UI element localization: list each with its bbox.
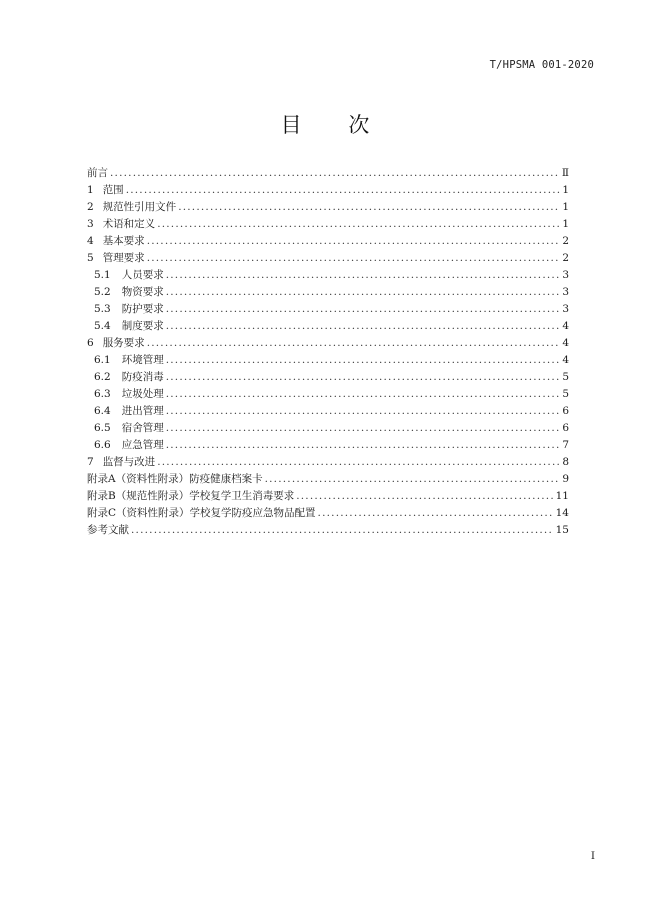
- toc-entry-text: 人员要求: [121, 269, 164, 281]
- toc-entry-label: [87, 505, 316, 522]
- toc-entry[interactable]: [87, 488, 569, 505]
- toc-entry-text: 物资要求: [121, 286, 164, 298]
- toc-entry[interactable]: [87, 369, 569, 386]
- toc-entry-number: 6.3: [94, 388, 111, 400]
- toc-entry[interactable]: [87, 301, 569, 318]
- toc-entry[interactable]: [87, 420, 569, 437]
- toc-entry-label: [87, 301, 164, 318]
- toc-entry-label: [87, 182, 124, 199]
- toc-entry-number: 6.4: [94, 405, 111, 417]
- toc-entry-number: 4: [87, 235, 94, 247]
- toc-entry-page: 6: [562, 422, 569, 434]
- toc-entry-label: [87, 233, 145, 250]
- toc-entry-text: 宿舍管理: [121, 422, 164, 434]
- toc-entry-page: 2: [562, 252, 569, 264]
- toc-dot-leader: [166, 301, 560, 318]
- toc-entry-text: 防疫消毒: [121, 371, 164, 383]
- toc-entry-number: 5.1: [94, 269, 111, 281]
- toc-entry[interactable]: [87, 454, 569, 471]
- toc-entry-text: 应急管理: [121, 439, 164, 451]
- toc-entry[interactable]: [87, 233, 569, 250]
- toc-entry-text: 基本要求: [102, 235, 145, 247]
- toc-entry-number: 1: [87, 184, 94, 196]
- toc-entry-label: [87, 318, 164, 335]
- toc-dot-leader: [166, 403, 560, 420]
- toc-entry-number: 6.6: [94, 439, 111, 451]
- toc-entry[interactable]: [87, 335, 569, 352]
- table-of-contents: [87, 165, 569, 539]
- toc-entry-number: 7: [87, 456, 94, 468]
- toc-entry-page: 3: [562, 286, 569, 298]
- toc-entry[interactable]: [87, 318, 569, 335]
- toc-entry-page: 11: [555, 490, 569, 502]
- toc-entry-page: 4: [562, 320, 569, 332]
- toc-entry-label: [87, 420, 164, 437]
- toc-entry-number: 6.5: [94, 422, 111, 434]
- toc-entry[interactable]: [87, 267, 569, 284]
- document-code: T/HPSMA 001-2020: [489, 59, 594, 71]
- toc-entry[interactable]: [87, 199, 569, 216]
- toc-entry-label: [87, 437, 164, 454]
- toc-dot-leader: [166, 318, 560, 335]
- toc-entry[interactable]: [87, 284, 569, 301]
- toc-entry-text: 术语和定义: [102, 218, 156, 230]
- toc-entry-label: [87, 403, 164, 420]
- toc-entry-label: [87, 522, 129, 539]
- toc-entry-label: [87, 284, 164, 301]
- toc-dot-leader: [147, 335, 560, 352]
- toc-entry-text: 防护要求: [121, 303, 164, 315]
- toc-entry[interactable]: [87, 352, 569, 369]
- toc-entry-page: 15: [555, 524, 569, 536]
- toc-dot-leader: [157, 216, 560, 233]
- toc-entry-page: 14: [555, 507, 569, 519]
- toc-dot-leader: [178, 199, 560, 216]
- toc-entry[interactable]: [87, 505, 569, 522]
- toc-entry-page: 5: [562, 388, 569, 400]
- toc-entry-page: 6: [562, 405, 569, 417]
- toc-entry-text: 监督与改进: [102, 456, 156, 468]
- toc-entry-label: [87, 199, 176, 216]
- toc-dot-leader: [318, 505, 554, 522]
- toc-entry-text: 附录B（规范性附录）学校复学卫生消毒要求: [87, 490, 295, 502]
- toc-entry-label: [87, 165, 108, 182]
- toc-entry-label: [87, 488, 294, 505]
- toc-entry-page: 7: [562, 439, 569, 451]
- toc-entry-number: 6: [87, 337, 94, 349]
- toc-entry-label: [87, 352, 164, 369]
- toc-dot-leader: [166, 267, 560, 284]
- toc-entry[interactable]: [87, 386, 569, 403]
- toc-entry-label: [87, 250, 145, 267]
- page-number: I: [590, 850, 595, 862]
- toc-entry-text: 制度要求: [121, 320, 164, 332]
- toc-dot-leader: [166, 284, 560, 301]
- toc-entry-page: 1: [562, 218, 569, 230]
- toc-entry-page: 3: [562, 269, 569, 281]
- toc-entry-page: 1: [562, 201, 569, 213]
- toc-entry[interactable]: [87, 522, 569, 539]
- toc-dot-leader: [126, 182, 560, 199]
- toc-entry-label: [87, 267, 164, 284]
- toc-entry[interactable]: [87, 165, 569, 182]
- toc-entry-page: Ⅱ: [561, 167, 569, 179]
- toc-entry-number: 3: [87, 218, 94, 230]
- toc-entry-page: 3: [562, 303, 569, 315]
- toc-entry-label: [87, 454, 155, 471]
- toc-entry-number: 5: [87, 252, 94, 264]
- toc-entry-page: 4: [562, 354, 569, 366]
- toc-dot-leader: [110, 165, 560, 182]
- toc-entry-number: 6.1: [94, 354, 111, 366]
- toc-dot-leader: [166, 352, 560, 369]
- toc-entry-number: 5.2: [94, 286, 111, 298]
- toc-dot-leader: [166, 420, 560, 437]
- toc-dot-leader: [265, 471, 560, 488]
- toc-dot-leader: [296, 488, 553, 505]
- toc-entry-text: 进出管理: [121, 405, 164, 417]
- toc-entry-text: 服务要求: [102, 337, 145, 349]
- toc-entry-text: 规范性引用文件: [102, 201, 177, 213]
- toc-entry-text: 环境管理: [121, 354, 164, 366]
- toc-entry-label: [87, 471, 263, 488]
- toc-entry-text: 附录A（资料性附录）防疫健康档案卡: [87, 473, 263, 485]
- toc-entry-text: 参考文献: [87, 524, 129, 536]
- toc-entry[interactable]: [87, 437, 569, 454]
- toc-title: 目 次: [280, 113, 390, 137]
- toc-entry-text: 范围: [102, 184, 124, 196]
- toc-entry-page: 1: [562, 184, 569, 196]
- toc-entry[interactable]: [87, 182, 569, 199]
- toc-entry-number: 5.3: [94, 303, 111, 315]
- toc-entry-page: 4: [562, 337, 569, 349]
- toc-entry-number: 6.2: [94, 371, 111, 383]
- toc-entry-label: [87, 369, 164, 386]
- toc-entry-page: 2: [562, 235, 569, 247]
- toc-entry[interactable]: [87, 250, 569, 267]
- toc-dot-leader: [147, 233, 560, 250]
- toc-entry-label: [87, 386, 164, 403]
- toc-entry-page: 9: [562, 473, 569, 485]
- toc-entry[interactable]: [87, 403, 569, 420]
- toc-dot-leader: [131, 522, 554, 539]
- toc-entry-page: 8: [562, 456, 569, 468]
- toc-entry[interactable]: [87, 471, 569, 488]
- toc-dot-leader: [166, 369, 560, 386]
- toc-entry-text: 管理要求: [102, 252, 145, 264]
- toc-entry-number: 2: [87, 201, 94, 213]
- toc-entry[interactable]: [87, 216, 569, 233]
- toc-entry-label: [87, 216, 155, 233]
- toc-dot-leader: [157, 454, 560, 471]
- toc-dot-leader: [166, 437, 560, 454]
- toc-dot-leader: [147, 250, 560, 267]
- toc-entry-text: 垃圾处理: [121, 388, 164, 400]
- toc-entry-text: 附录C（资料性附录）学校复学防疫应急物品配置: [87, 507, 316, 519]
- toc-entry-page: 5: [562, 371, 569, 383]
- toc-entry-label: [87, 335, 145, 352]
- toc-entry-number: 5.4: [94, 320, 111, 332]
- toc-entry-text: 前言: [87, 167, 108, 179]
- toc-dot-leader: [166, 386, 560, 403]
